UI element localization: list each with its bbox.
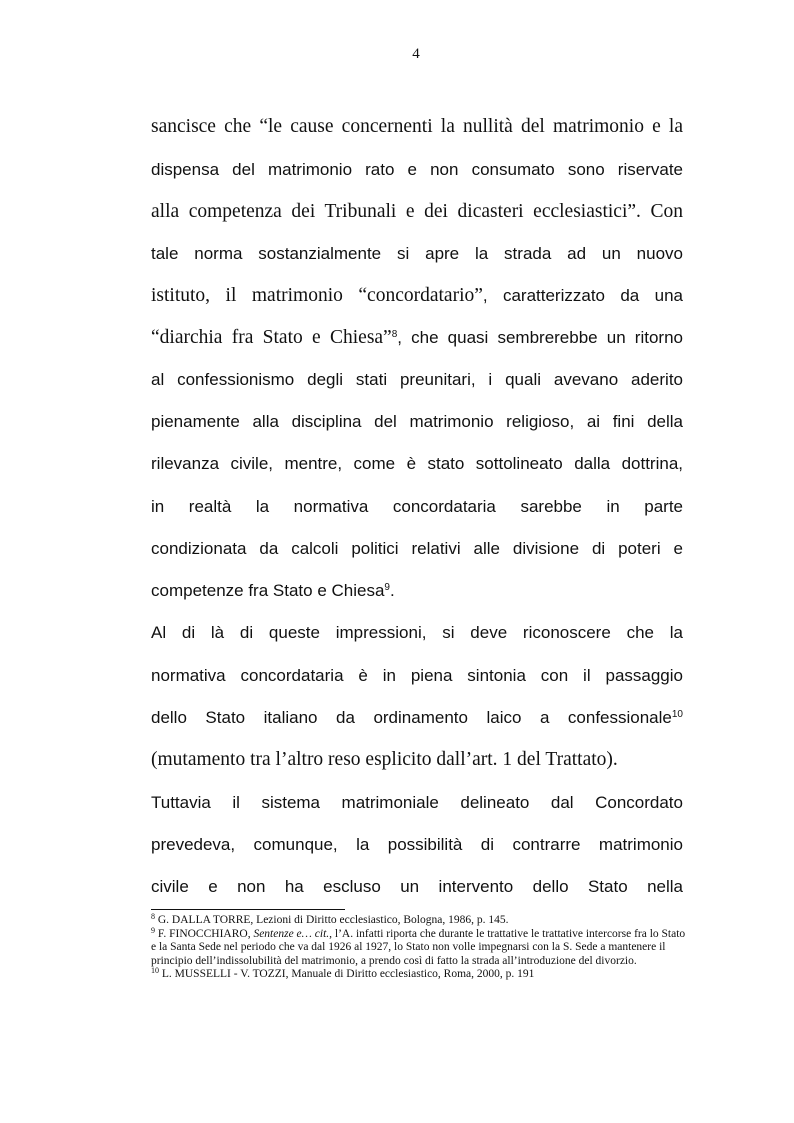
body-line-text: . bbox=[389, 581, 395, 600]
body-line: tale norma sostanzialmente si apre la strada ad un nuovo bbox=[151, 244, 683, 263]
body-line: civile e non ha escluso un intervento dello Stato nella bbox=[151, 877, 683, 896]
body-line: alla competenza dei Tribunali e dei dicasteri ecclesiastici”. Con bbox=[151, 201, 683, 222]
body-line-text: dello Stato italiano da ordinamento laico a confessionale bbox=[151, 708, 672, 727]
body-line bbox=[151, 703, 683, 733]
footnote-separator bbox=[151, 909, 345, 910]
body-line: Al di là di queste impressioni, si deve riconoscere che la bbox=[151, 623, 683, 642]
footnote-author: F. FINOCCHIARO, bbox=[157, 927, 251, 940]
body-line: in realtà la normativa concordataria sarebbe in parte bbox=[151, 497, 683, 516]
body-line: Tuttavia il sistema matrimoniale delineato dal Concordato bbox=[151, 793, 683, 812]
footnote-number: 8 bbox=[151, 912, 155, 921]
body-line: (mutamento tra l’altro reso esplicito dall’art. 1 del Trattato). bbox=[151, 749, 618, 770]
body-line: pienamente alla disciplina del matrimonio religioso, ai fini della bbox=[151, 412, 683, 431]
body-line-serif-part: “diarchia fra Stato e Chiesa” bbox=[151, 327, 392, 348]
body-line-text: competenze fra Stato e Chiesa bbox=[151, 581, 385, 600]
body-line: sancisce che “le cause concernenti la nullità del matrimonio e la bbox=[151, 116, 683, 137]
footnote-number: 9 bbox=[151, 925, 155, 935]
body-line: prevedeva, comunque, la possibilità di contrarre matrimonio bbox=[151, 835, 683, 854]
footnote-text: G. DALLA TORRE, Lezioni di Diritto ecclesiastico, Bologna, 1986, p. 145. bbox=[157, 914, 509, 926]
footnote-ref: 10 bbox=[671, 709, 683, 720]
footnote bbox=[151, 968, 691, 982]
footnote bbox=[151, 925, 691, 969]
body-line-serif-part: istituto, il matrimonio “concordatario” bbox=[151, 285, 483, 306]
body-line: al confessionismo degli stati preunitari, i quali avevano aderito bbox=[151, 370, 683, 389]
body-line: normativa concordataria è in piena sintonia con il passaggio bbox=[151, 666, 683, 685]
body-line: rilevanza civile, mentre, come è stato sottolineato dalla dottrina, bbox=[151, 454, 683, 473]
footnote-number: 10 bbox=[151, 966, 159, 975]
footnote-ref: 9 bbox=[384, 582, 390, 593]
body-line bbox=[151, 281, 683, 311]
footnote-ref: 8 bbox=[391, 329, 398, 340]
footnotes bbox=[151, 914, 691, 982]
page-number: 4 bbox=[412, 46, 420, 62]
footnote-text: L. MUSSELLI - V. TOZZI, Manuale di Diritto ecclesiastico, Roma, 2000, p. 191 bbox=[161, 968, 535, 980]
footnote-title: Sentenze e… cit., bbox=[253, 927, 333, 940]
body-line-sans-part: , che quasi sembrerebbe un ritorno bbox=[397, 328, 683, 347]
body-line bbox=[151, 323, 683, 353]
body-line: condizionata da calcoli politici relativi alle divisione di poteri e bbox=[151, 539, 683, 558]
footnote bbox=[151, 914, 691, 928]
body-line bbox=[151, 576, 683, 606]
body-line-sans-part: , caratterizzato da una bbox=[482, 286, 683, 305]
body-line: dispensa del matrimonio rato e non consumato sono riservate bbox=[151, 160, 683, 179]
footnote-text: l’A. infatti riporta che durante le trattative le trattative intercorse fra lo Stato e la Santa Sede nel periodo che va dal 1926 al 1927, lo Stato non volle impegnarsi con la S. Sede a mantenere il principio dell’indissolubilità del matrimonio, a prendo così di fatto la strada all’introduzione del divorzio. bbox=[151, 927, 686, 967]
